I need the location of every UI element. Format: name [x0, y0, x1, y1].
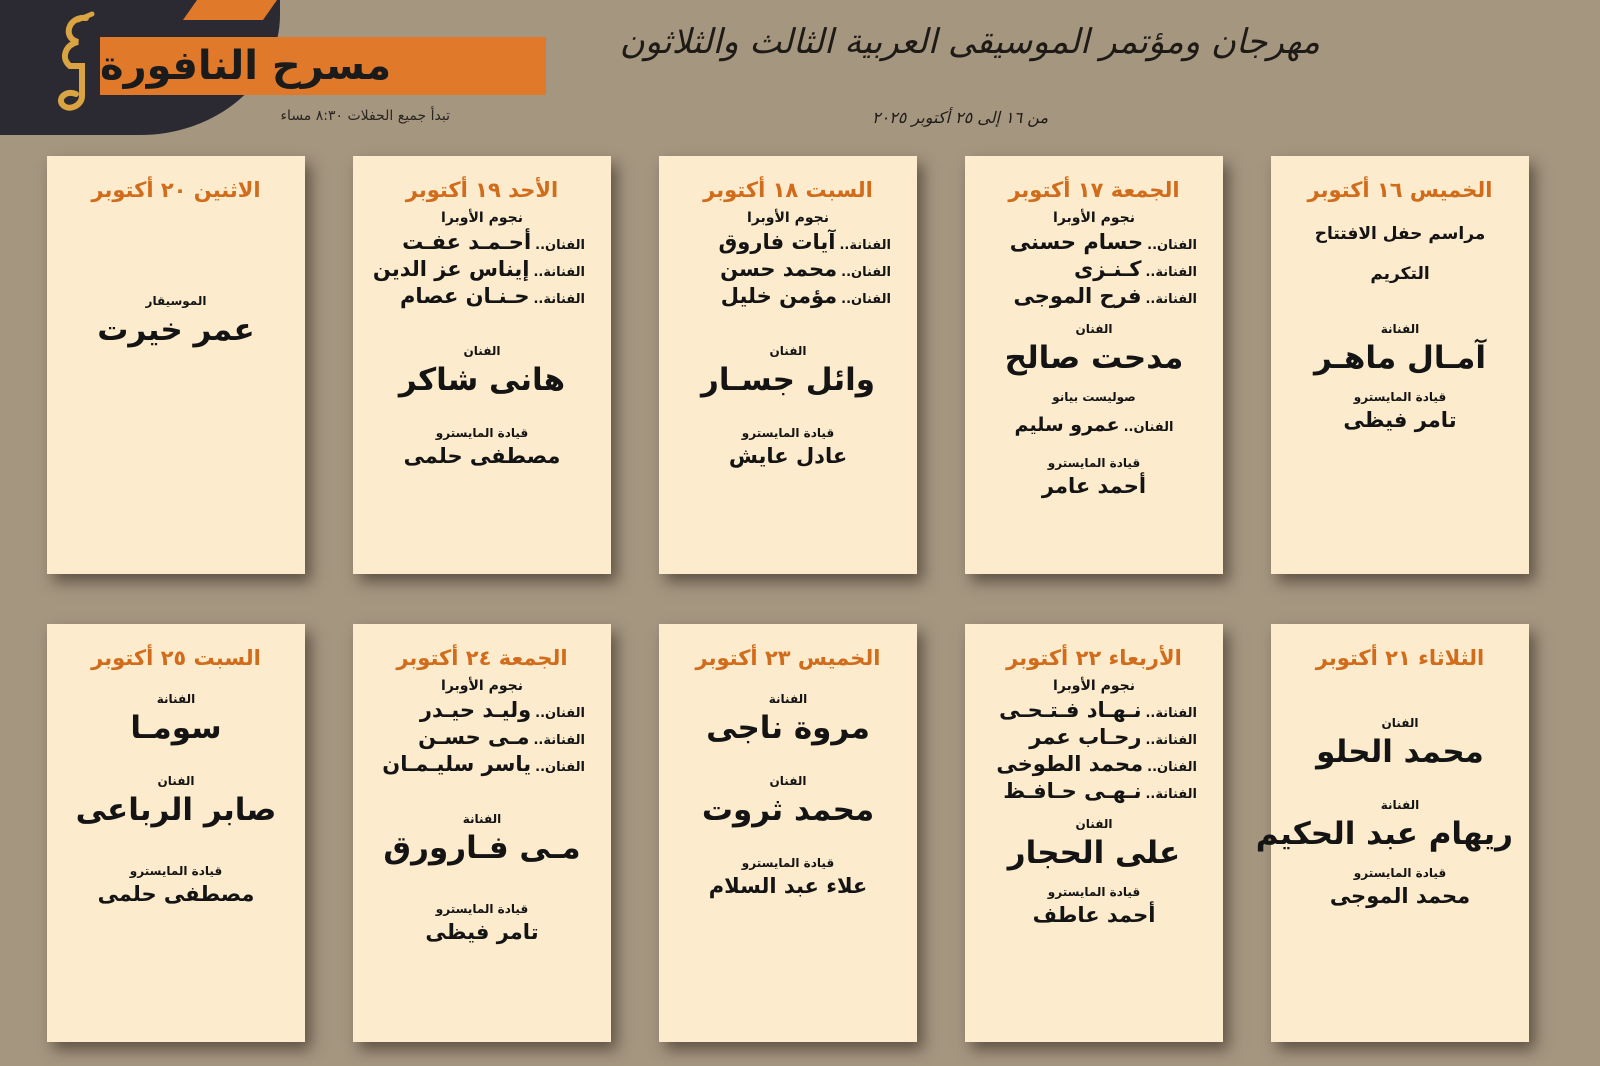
maestro-label: قيادة المايسترو: [741, 426, 835, 440]
artist-prefix: الفنان..: [535, 238, 585, 253]
headliner-name: على الحجار: [1007, 835, 1181, 871]
card-date: الخميس ١٦ أكتوبر: [1307, 178, 1493, 202]
artist-role-label: الفنان: [1075, 817, 1113, 831]
venue-title: مسرح النافورة: [100, 37, 546, 95]
artist-prefix: الفنانة..: [839, 238, 891, 253]
opera-stars-label: نجوم الأوبرا: [1053, 678, 1135, 694]
artist-prefix: الفنان..: [1147, 760, 1197, 775]
maestro-name: تامر فيظى: [1343, 408, 1457, 432]
opera-stars-label: نجوم الأوبرا: [747, 210, 829, 226]
opera-star-line: [369, 752, 585, 776]
festival-title: مهرجان ومؤتمر الموسيقى العربية الثالث والثلاثون: [619, 22, 1320, 62]
artist-prefix: الفنانة..: [1145, 787, 1197, 802]
maestro-label: قيادة المايسترو: [435, 902, 529, 916]
opera-star-line: [369, 698, 585, 722]
artist-role-label: الفنان: [769, 774, 807, 788]
day-card-oct-23: [659, 624, 917, 1042]
card-date: الجمعة ١٧ أكتوبر: [1008, 178, 1180, 202]
artist-role-label: الفنانة: [768, 692, 808, 706]
artist-prefix: الفنانة..: [1145, 733, 1197, 748]
artist-role-label: الفنان: [769, 344, 807, 358]
piano-soloist-line: [981, 414, 1207, 436]
opera-star-name: كـنـزى: [1074, 257, 1142, 281]
artist-prefix: الفنان..: [1123, 420, 1174, 435]
opening-ceremony-label: مراسم حفل الافتتاح: [1314, 224, 1486, 244]
artist-role-label: الفنانة: [1380, 798, 1420, 812]
day-card-oct-16: [1271, 156, 1529, 574]
corner-accent: [183, 0, 277, 20]
artist-prefix: الفنانة..: [533, 265, 585, 280]
artist-role-label: الفنانة: [156, 692, 196, 706]
opera-star-name: مؤمن خليل: [720, 284, 838, 308]
opera-star-name: رحـاب عمر: [1029, 725, 1142, 749]
headliner-name: صابر الرباعى: [75, 792, 277, 828]
opera-stars-label: نجوم الأوبرا: [441, 210, 523, 226]
card-date: الأحد ١٩ أكتوبر: [405, 178, 559, 202]
artist-prefix: الفنانة..: [1145, 265, 1197, 280]
maestro-name: محمد الموجى: [1329, 884, 1471, 908]
artist-prefix: الفنان..: [841, 292, 891, 307]
maestro-name: علاء عبد السلام: [708, 874, 868, 898]
opera-star-name: حـنـان عصام: [399, 284, 530, 308]
opera-star-line: [981, 698, 1197, 722]
opera-star-name: محمد الطوخى: [996, 752, 1144, 776]
maestro-label: قيادة المايسترو: [1353, 866, 1447, 880]
artist-role-label: الفنانة: [462, 812, 502, 826]
opera-star-name: وليـد حيـدر: [419, 698, 532, 722]
opera-star-line: [981, 779, 1197, 803]
card-date: الثلاثاء ٢١ أكتوبر: [1315, 646, 1485, 670]
opera-stars-list: [981, 698, 1207, 803]
day-card-oct-21: [1255, 624, 1529, 1042]
maestro-label: قيادة المايسترو: [129, 864, 223, 878]
maestro-label: قيادة المايسترو: [741, 856, 835, 870]
card-date: السبت ١٨ أكتوبر: [703, 178, 873, 202]
opera-stars-list: [369, 698, 595, 776]
opera-star-line: [675, 257, 891, 281]
piano-soloist-label: صوليست بيانو: [1052, 390, 1136, 404]
opera-star-name: مـى حسـن: [418, 725, 530, 749]
maestro-name: أحمد عاطف: [1032, 903, 1156, 927]
artist-prefix: الفنانة..: [1145, 292, 1197, 307]
day-card-oct-18: [659, 156, 917, 574]
piano-soloist-name: عمرو سليم: [1014, 414, 1120, 436]
opera-star-name: فرح الموجى: [1013, 284, 1142, 308]
artist-prefix: الفنانة..: [1145, 706, 1197, 721]
artist-role-label: الفنان: [1381, 716, 1419, 730]
opera-star-line: [369, 284, 585, 308]
headliner-name: مدحت صالح: [1004, 340, 1184, 376]
headliner-name: وائل جسـار: [701, 362, 875, 398]
card-date: الخميس ٢٣ أكتوبر: [695, 646, 881, 670]
day-card-oct-22: [965, 624, 1223, 1042]
opera-star-name: آيات فاروق: [718, 230, 836, 254]
headliner-name: مروة ناجى: [706, 710, 870, 746]
artist-prefix: الفنانة..: [533, 733, 585, 748]
day-card-oct-20: [47, 156, 305, 574]
maestro-label: قيادة المايسترو: [435, 426, 529, 440]
festival-dates: من ١٦ إلى ٢٥ أكتوبر ٢٠٢٥: [871, 108, 1049, 127]
artist-role-label: الفنان: [1075, 322, 1113, 336]
artist-prefix: الفنان..: [535, 760, 585, 775]
opera-star-line: [675, 284, 891, 308]
maestro-label: قيادة المايسترو: [1047, 885, 1141, 899]
day-card-oct-25: [47, 624, 305, 1042]
day-card-oct-19: [353, 156, 611, 574]
headliner-name: محمد الحلو: [1316, 734, 1484, 770]
headliner-name: مـى فـارورق: [383, 830, 581, 866]
maestro-name: مصطفى حلمى: [403, 444, 561, 468]
opera-star-line: [981, 230, 1197, 254]
music-note-logo-icon: [48, 8, 108, 118]
artist-role-label: الفنانة: [1380, 322, 1420, 336]
opera-stars-label: نجوم الأوبرا: [441, 678, 523, 694]
opera-star-name: أحـمـد عفـت: [402, 230, 532, 254]
card-date: الأربعاء ٢٢ أكتوبر: [1006, 646, 1182, 670]
headliner-name: محمد ثروت: [701, 792, 875, 828]
headliner-name: آمـال ماهـر: [1314, 340, 1486, 376]
artist-prefix: الفنان..: [841, 265, 891, 280]
maestro-name: أحمد عامر: [1041, 474, 1147, 498]
card-date: السبت ٢٥ أكتوبر: [91, 646, 261, 670]
honoring-label: التكريم: [1370, 264, 1430, 284]
maestro-label: قيادة المايسترو: [1047, 456, 1141, 470]
opera-star-line: [981, 284, 1197, 308]
composer-label: الموسيقار: [145, 294, 207, 308]
opera-stars-list: [675, 230, 901, 308]
opera-star-line: [981, 257, 1197, 281]
maestro-name: مصطفى حلمى: [97, 882, 255, 906]
artist-prefix: الفنانة..: [533, 292, 585, 307]
opera-star-line: [675, 230, 891, 254]
card-date: الجمعة ٢٤ أكتوبر: [396, 646, 568, 670]
opera-star-name: ياسر سليـمـان: [382, 752, 532, 776]
card-date: الاثنين ٢٠ أكتوبر: [91, 178, 261, 202]
maestro-label: قيادة المايسترو: [1353, 390, 1447, 404]
opera-stars-label: نجوم الأوبرا: [1053, 210, 1135, 226]
start-time-note: تبدأ جميع الحفلات ٨:٣٠ مساء: [280, 108, 450, 124]
artist-role-label: الفنان: [157, 774, 195, 788]
maestro-name: تامر فيظى: [425, 920, 539, 944]
opera-star-line: [369, 230, 585, 254]
opera-star-line: [369, 257, 585, 281]
headliner-name: عمر خيرت: [97, 312, 255, 348]
opera-star-name: نـهـاد فـتـحـى: [999, 698, 1142, 722]
opera-star-name: إيناس عز الدين: [372, 257, 530, 281]
maestro-name: عادل عايش: [728, 444, 848, 468]
opera-stars-list: [981, 230, 1207, 308]
headliner-name: سومـا: [130, 710, 222, 746]
artist-prefix: الفنان..: [1147, 238, 1197, 253]
headliner-name: هانى شاكر: [398, 362, 566, 398]
opera-stars-list: [369, 230, 595, 308]
artist-prefix: الفنان..: [535, 706, 585, 721]
day-card-oct-24: [353, 624, 611, 1042]
opera-star-line: [981, 752, 1197, 776]
day-card-oct-17: [965, 156, 1223, 574]
opera-star-name: حسام حسنى: [1009, 230, 1144, 254]
opera-star-name: محمد حسن: [720, 257, 838, 281]
artist-role-label: الفنان: [463, 344, 501, 358]
opera-star-line: [981, 725, 1197, 749]
opera-star-name: نـهـى حـافـظ: [1003, 779, 1142, 803]
opera-star-line: [369, 725, 585, 749]
headliner-name: ريهام عبد الحكيم: [1255, 816, 1513, 852]
